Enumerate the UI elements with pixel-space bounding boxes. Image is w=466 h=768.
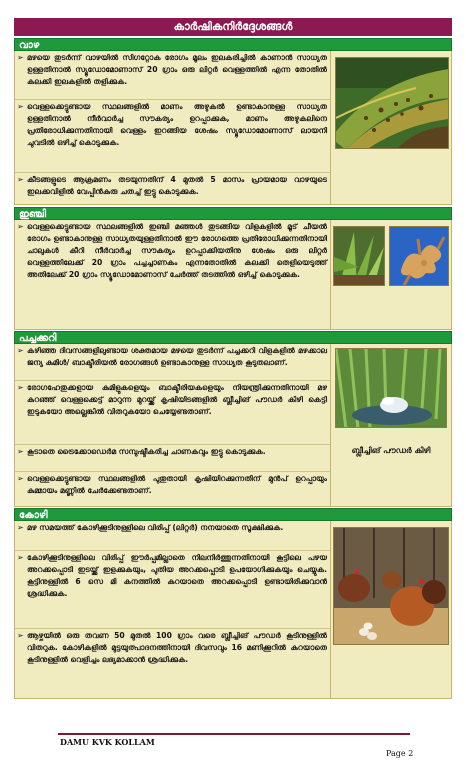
image-column: [331, 344, 451, 506]
list-item: ➢ വെള്ളക്കെട്ടുണ്ടായ സ്ഥലങ്ങളിൽ മാണം അഴുകൽ ഉണ്ടാകാനുള്ള സാധ്യത ഉള്ളതിനാൽ നീർവാർച്ച സൗകര്യം ഉറപ്പാക്കുക, മാണം അഴുകലിനെ പ്രതിരോധിക്കുന്നതിനായി വെള്ളം ഇറങ്ങിയ ശേഷം സ്യൂഡോമോണാസ് ലായനി ചുവടിൽ ഒഴിച്ച് കൊടുക്കുക.: [15, 100, 330, 173]
bullet-list: [15, 344, 331, 506]
section-ginger: [14, 207, 452, 330]
section-heading: വാഴ: [14, 38, 452, 51]
section-heading: കോഴി: [14, 508, 452, 521]
page-number: Page 2: [386, 749, 414, 758]
section-body: [14, 220, 452, 330]
list-item: ➢ കോഴിക്കൂടിനുള്ളിലെ വിരിപ്പ് ഈർപ്പമില്ലാതെ നിലനിർത്തുന്നതിനായി കൂട്ടിലെ പഴയ അറക്കപ്പൊടി ഇടയ്ക്ക് ഇളക്കുകയും, പുതിയ അറക്കപ്പൊടി ഉപയോഗിക്കുകയും ചെയ്യുക. കൂട്ടിനുള്ളിൽ 6 സെ മി കനത്തിൽ കുറയാതെ അറക്കപ്പൊടി ഉണ്ടായിരിക്കുവാൻ ശ്രദ്ധിക്കുക.: [15, 551, 330, 629]
list-item: ➢ മഴ സമയത്ത് കോഴിക്കൂടിനുള്ളിലെ വിരിപ്പ് (ലിറ്റർ) നനയാതെ സൂക്ഷിക്കുക.: [15, 521, 330, 551]
banana-leaf-disease-photo: [335, 57, 449, 149]
list-item: ➢ കീടങ്ങളുടെ ആക്രമണം തടയുന്നതിന് 4 മുതൽ 5 മാസം പ്രായമായ വാഴയുടെ ഇലക്കവിളിൽ വേപ്പിൻകുരു ചതച്ച് ഇട്ടു കൊടുക്കുക.: [15, 173, 330, 203]
poultry-hens-photo: [333, 527, 449, 645]
footer-divider: [58, 733, 410, 735]
section-heading: ഇഞ്ചി: [14, 207, 452, 220]
bullet-list: [15, 521, 331, 698]
section-body: [14, 521, 452, 699]
bullet-list: [15, 51, 331, 204]
image-column: [331, 51, 451, 204]
ginger-rhizome-photo: [389, 226, 449, 286]
list-item: ➢ മഴയെ തുടർന്ന് വാഴയിൽ സിഗറ്റോക രോഗം മൂലം ഇലകരിച്ചിൽ കാണാൻ സാധ്യത ഉള്ളതിനാൽ സ്യൂഡോമോണാസ് 20 ഗ്രാം ഒരു ലിറ്റർ വെള്ളത്തിൽ എന്ന തോതിൽ കലക്കി ഇലകളിൽ തളിക്കുക.: [15, 51, 330, 100]
section-poultry: [14, 508, 452, 699]
section-body: [14, 51, 452, 205]
ginger-plant-photo: [333, 226, 385, 286]
section-vegetables: [14, 331, 452, 507]
bullet-list: [15, 220, 331, 329]
list-item: ➢ വെള്ളക്കെട്ടുണ്ടായ സ്ഥലങ്ങളിൽ പുതുതായി കൃഷിയിറക്കുന്നതിന് മുൻപ് ഉറപ്പായും കുമ്മായം മണ്ണിൽ ചേർക്കേണ്ടതാണ്.: [15, 472, 330, 507]
list-item: ➢ രോഗഹേതുക്കളായ കുമിളുകളെയും ബാക്ടീരിയകളെയും നിയന്ത്രിക്കുന്നതിനായി മഴ കുറഞ്ഞ് വെള്ളക്കെട്ട് മാറുന്ന മുറയ്ക്ക് കൃഷിയിടങ്ങളിൽ ബ്ലീച്ചിങ് പൗഡർ കിഴി കെട്ടി ഇടുകയോ അല്ലെങ്കിൽ വിതറുകയോ ചെയ്യേണ്ടതാണ്.: [15, 381, 330, 445]
page-title: കാർഷികനിർദ്ദേശങ്ങൾ: [14, 18, 452, 36]
bleaching-powder-bag-photo: [335, 348, 447, 428]
list-item: ➢ കഴിഞ്ഞ ദിവസങ്ങളിലുണ്ടായ ശക്തമായ മഴയെ തുടർന്ന് പച്ചക്കറി വിളകളിൽ മഴക്കാല ജന്യ കുമിൾ/ ബാക്ടീരിയൽ രോഗങ്ങൾ ഉണ്ടാകാനുള്ള സാധ്യത കൂടുതലാണ്.: [15, 344, 330, 381]
section-banana: [14, 38, 452, 205]
image-column: [331, 521, 451, 698]
list-item: ➢ വെള്ളക്കെട്ടുണ്ടായ സ്ഥലങ്ങളിൽ ഇഞ്ചി മഞ്ഞൾ തുടങ്ങിയ വിളകളിൽ മൂട് ചീയൽ രോഗം ഉണ്ടാകാനുള്ള സാധ്യതയുള്ളതിനാൽ ഈ രോഗത്തെ പ്രതിരോധിക്കുന്നതിനായി ചാലുകൾ കീറി നീർവാർച്ച സൗകര്യം ഉറപ്പാക്കിയതിനു ശേഷം ഒരു ലിറ്റർ വെള്ളത്തിലേക്ക് 20 ഗ്രാം പച്ചച്ചാണകം എന്നതോതിൽ കലക്കി തെളിയെടുത്ത് അതിലേക്ക് 20 ഗ്രാം സ്യൂഡോമോണാസ് ചേർത്ത് തടത്തിൽ ഒഴിച്ച് കൊടുക്കുക.: [15, 220, 330, 330]
image-column: [331, 220, 451, 329]
list-item: ➢ ആഴ്ചയിൽ ഒരു തവണ 50 മുതൽ 100 ഗ്രാം വരെ ബ്ലീച്ചിങ് പൗഡർ കൂടിനുള്ളിൽ വിതറുക. കോഴികളിൽ മുട്ടയുത്പാദനത്തിനായി ദിവസവും 16 മണിക്കൂറിൽ കുറയാതെ കൂടിനുള്ളിൽ വെളിച്ചം ലഭ്യമാക്കാൻ ശ്രദ്ധിക്കുക.: [15, 629, 330, 699]
list-item: ➢ കൂടാതെ ട്രൈക്കോഡെർമ സമ്പുഷ്ടീകരിച്ച ചാണകവും ഇട്ടു കൊടുക്കുക.: [15, 445, 330, 472]
section-body: [14, 344, 452, 507]
section-heading: പച്ചക്കറി: [14, 331, 452, 344]
image-caption: ബ്ലീച്ചിങ് പൗഡർ കിഴി: [351, 446, 431, 455]
footer-organization: DAMU KVK KOLLAM: [60, 737, 155, 747]
